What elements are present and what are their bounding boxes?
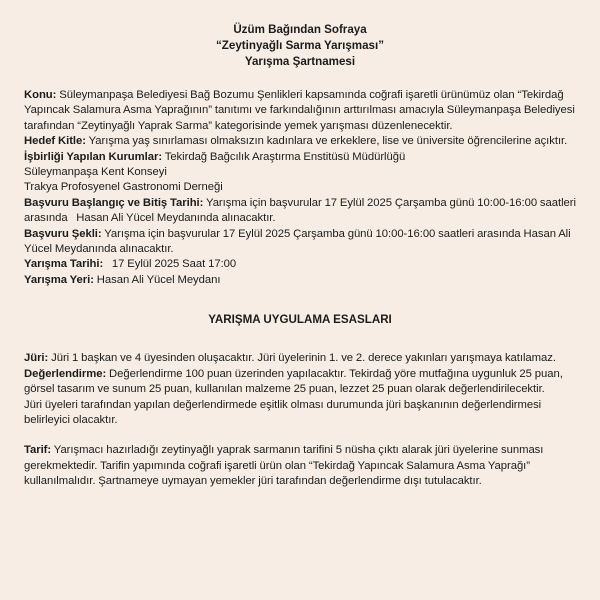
document-header [24,22,576,70]
basvuru-sekli-paragraph [24,227,576,258]
juri-paragraph [24,351,576,366]
degerlendirme-label: Değerlendirme: [24,367,107,380]
basvuru-tarihi-text: Yarışma için başvurular 17 Eylül 2025 Çarşamba günü 10:00-16:00 saatleri arasında Hasan Ali Yücel Meydanında alınacaktır. [24,196,579,225]
hedef-kitle-text: Yarışma yaş sınırlaması olmaksızın kadınlara ve erkeklere, lise ve üniversite öğrencilerine açıktır. [85,135,568,148]
tarif-text: Yarışmacı hazırladığı zeytinyağlı yaprak sarmanın tarifini 5 nüsha çıktı alarak jüri üyelerine sunması gerekmektedir. Tarifin yapımında coğrafi işaretli ürün olan “Tekirdağ Yapıncak Salamura Asma Yaprağı” kullanılmalıdır. Şartnameye uymayan yemekler jüri tarafından değerlendirme dışı tutulacaktır. [24,444,544,488]
degerlendirme-text: Değerlendirme 100 puan üzerinden yapılacaktır. Tekirdağ yöre mutfağına uygunluk 25 puan, görsel tasarım ve sunum 25 puan, kullanılan malzeme 25 puan, lezzet 25 puan olarak değerlendirilecektir. [24,367,563,396]
isbirligi-item: Süleymanpaşa Kent Konseyi [24,166,167,179]
tarif-paragraph [24,443,576,489]
basvuru-tarihi-paragraph [24,196,579,227]
section-title: YARIŞMA UYGULAMA ESASLARI [208,313,392,327]
yarisma-yeri-label: Yarışma Yeri: [24,273,94,286]
isbirligi-item: Trakya Profosyenel Gastronomi Derneği [24,181,223,194]
header-subtitle: Yarışma Şartnamesi [244,55,356,68]
header-title: Üzüm Bağından Sofraya [233,23,367,36]
konu-text: Süleymanpaşa Belediyesi Bağ Bozumu Şenlikleri kapsamında coğrafi işaretli ürünümüz olan “Tekirdağ Yapıncak Salamura Asma Yaprağının” tanıtımı ve farkındalığının arttırılması amacıyla Süleymanpaşa Belediyesi tarafından “Zeytinyağlı Yaprak Sarma” kategorisinde yemek yarışması düzenlenecektir. [24,89,575,132]
tarif-label: Tarif: [24,444,52,457]
basvuru-sekli-text: Yarışma için başvurular 17 Eylül 2025 Çarşamba günü 10:00-16:00 saatleri arasında Hasan Ali Yücel Meydanında alınacaktır. [24,227,571,256]
yarisma-tarihi-paragraph [24,257,576,272]
yarisma-yeri-paragraph [24,273,576,288]
isbirligi-paragraph [24,150,576,165]
yarisma-yeri-text: Hasan Ali Yücel Meydanı [93,273,221,286]
basvuru-tarihi-label: Başvuru Başlangıç ve Bitiş Tarihi: [24,196,204,209]
juri-label: Jüri: [24,352,49,365]
yarisma-tarihi-label: Yarışma Tarihi: [24,258,104,271]
konu-paragraph [24,88,576,134]
header-competition-name: “Zeytinyağlı Sarma Yarışması” [216,39,384,52]
basvuru-sekli-label: Başvuru Şekli: [24,227,102,240]
degerlendirme-tie-rule: Jüri üyeleri tarafından yapılan değerlendirmede eşitlik olması durumunda jüri başkanının değerlendirmesi belirleyici olacaktır. [24,398,542,426]
spacer [24,428,576,443]
isbirligi-item: Tekirdağ Bağcılık Araştırma Enstitüsü Müdürlüğü [162,150,406,163]
hedef-kitle-label: Hedef Kitle: [24,135,86,148]
hedef-kitle-paragraph [24,134,576,149]
konu-label: Konu: [24,89,57,101]
degerlendirme-paragraph [24,367,576,398]
isbirligi-label: İşbirliği Yapılan Kurumlar: [24,150,163,163]
yarisma-tarihi-text: 17 Eylül 2025 Saat 17:00 [103,258,237,271]
juri-text: Jüri 1 başkan ve 4 üyesinden oluşacaktır. Jüri üyelerinin 1. ve 2. derece yakınları yarışmaya katılamaz. [48,352,556,365]
